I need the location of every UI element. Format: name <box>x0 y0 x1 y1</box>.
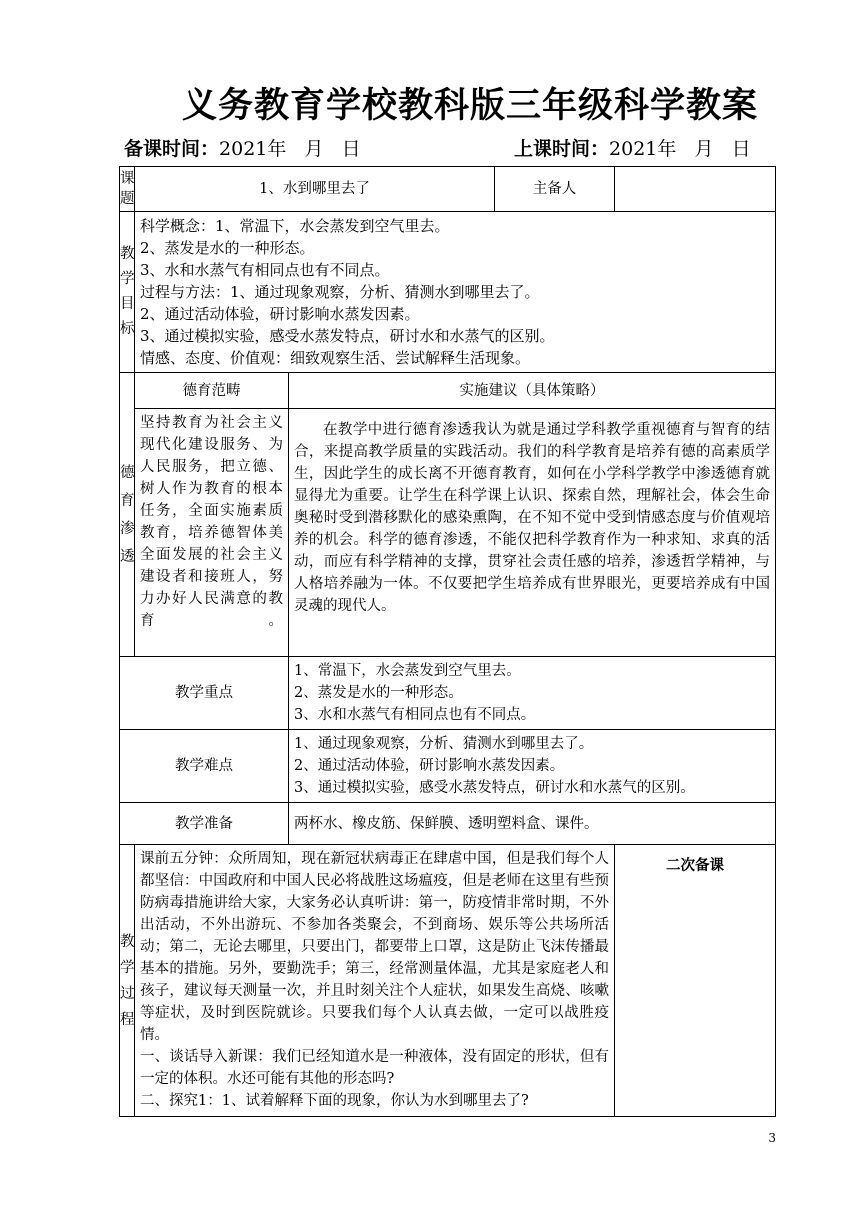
second-prep-label: 二次备课 <box>615 845 776 1117</box>
moral-label: 德 育 渗 透 <box>120 373 135 657</box>
goal-line: 3、通过模拟实验，感受水蒸发特点，研讨水和水蒸气的区别。 <box>140 327 555 345</box>
moral-suggestion: 在教学中进行德育渗透我认为就是通过学科教学重视德育与智育的结合，来提高教学质量的实践活动。我们的科学教育是培养有德的高素质学生，因此学生的成长离不开德育教育，如何在小学科学教学中渗透德育就显得尤为重要。让学生在科学课上认识、探索自然，理解社会，体会生命奥秘时受到潜移默化的感染熏陶，在不知不觉中受到情感态度与价值观培养的机会。科学的德育渗透，不能仅把科学教育作为一种求知、求真的活动，而应有科学精神的支撑，贯穿社会责任感的培养，渗透哲学精神，与人格培养融为一体。不仅要把学生培养成有世界眼光，更要培养成有中国灵魂的现代人。 <box>289 409 776 657</box>
goal-line: 3、水和水蒸气有相同点也有不同点。 <box>140 261 390 279</box>
goal-line: 2、通过活动体验，研讨影响水蒸发因素。 <box>140 305 420 323</box>
topic-row <box>120 167 776 212</box>
key-point-line: 2、蒸发是水的一种形态。 <box>294 685 463 701</box>
key-points-row <box>120 657 776 730</box>
difficulties-row <box>120 730 776 803</box>
process-paragraph: 二、探究1：1、试着解释下面的现象，你认为水到哪里去了? <box>140 1093 529 1109</box>
page-title: 义务教育学校教科版三年级科学教案 <box>181 86 758 126</box>
process-paragraph: 一、谈话导入新课：我们已经知道水是一种液体，没有固定的形状，但有一定的体积。水还可能有其他的形态吗? <box>140 1049 610 1087</box>
lesson-plan-table <box>119 166 776 1117</box>
goals-label: 教 学 目 标 <box>120 212 135 373</box>
difficulty-line: 3、通过模拟实验，感受水蒸发特点，研讨水和水蒸气的区别。 <box>294 780 695 796</box>
key-points-content <box>289 657 776 730</box>
key-points-label: 教学重点 <box>120 657 289 730</box>
goals-row <box>120 212 776 373</box>
class-time-value: 2021年 月 日 <box>609 138 751 160</box>
moral-col2-header: 实施建议（具体策略） <box>289 373 776 409</box>
class-time <box>514 134 751 161</box>
goals-content <box>135 212 776 373</box>
preparation-label: 教学准备 <box>120 803 289 845</box>
goal-line: 情感、态度、价值观：细致观察生活、尝试解释生活现象。 <box>140 349 531 367</box>
class-time-label: 上课时间： <box>514 138 610 160</box>
moral-category: 坚持教育为社会主义现代化建设服务、为人民服务，把立德、树人作为教育的根本任务，全面实施素质教育，培养德智体美全面发展的社会主义建设者和接班人，努力办好人民满意的教育。 <box>135 409 289 657</box>
host-value <box>615 167 776 212</box>
process-paragraph: 课前五分钟：众所周知，现在新冠状病毒正在肆虐中国，但是我们每个人都坚信：中国政府和中国人民必将战胜这场瘟疫，但是老师在这里有些预防病毒措施讲给大家，大家务必认真听讲：第一，防疫情非常时期，不外出活动，不外出游玩、不参加各类聚会，不到商场、娱乐等公共场所活动；第二，无论去哪里，只要出门，都要带上口罩，这是防止飞沫传播最基本的措施。另外，要勤洗手；第三，经常测量体温，尤其是家庭老人和孩子，建议每天测量一次，并且时刻关注个人症状，如果发生高烧、咳嗽等症状，及时到医院就诊。只要我们每个人认真去做，一定可以战胜疫情。 <box>140 851 610 1043</box>
preparation-value: 两杯水、橡皮筋、保鲜膜、透明塑料盒、课件。 <box>289 803 776 845</box>
process-label: 教 学 过 程 <box>120 845 135 1117</box>
difficulty-line: 1、通过现象观察，分析、猜测水到哪里去了。 <box>294 736 594 752</box>
host-label: 主备人 <box>495 167 615 212</box>
preparation-row <box>120 803 776 845</box>
moral-header-row <box>120 373 776 409</box>
prep-time <box>124 134 361 161</box>
topic-label: 课 题 <box>120 167 135 212</box>
key-point-line: 3、水和水蒸气有相同点也有不同点。 <box>294 707 536 723</box>
difficulties-label: 教学难点 <box>120 730 289 803</box>
page-number: 3 <box>768 1131 776 1145</box>
difficulties-content <box>289 730 776 803</box>
process-content <box>135 845 615 1117</box>
moral-content-row <box>120 409 776 657</box>
goal-line: 过程与方法：1、通过现象观察，分析、猜测水到哪里去了。 <box>140 283 540 301</box>
prep-time-label: 备课时间： <box>124 138 220 160</box>
difficulty-line: 2、通过活动体验，研讨影响水蒸发因素。 <box>294 758 565 774</box>
topic-value: 1、水到哪里去了 <box>135 167 495 212</box>
key-point-line: 1、常温下，水会蒸发到空气里去。 <box>294 663 521 679</box>
process-row <box>120 845 776 1117</box>
goal-line: 科学概念：1、常温下，水会蒸发到空气里去。 <box>140 217 450 235</box>
goal-line: 2、蒸发是水的一种形态。 <box>140 239 315 257</box>
prep-time-value: 2021年 月 日 <box>219 138 361 160</box>
moral-col1-header: 德育范畴 <box>135 373 289 409</box>
